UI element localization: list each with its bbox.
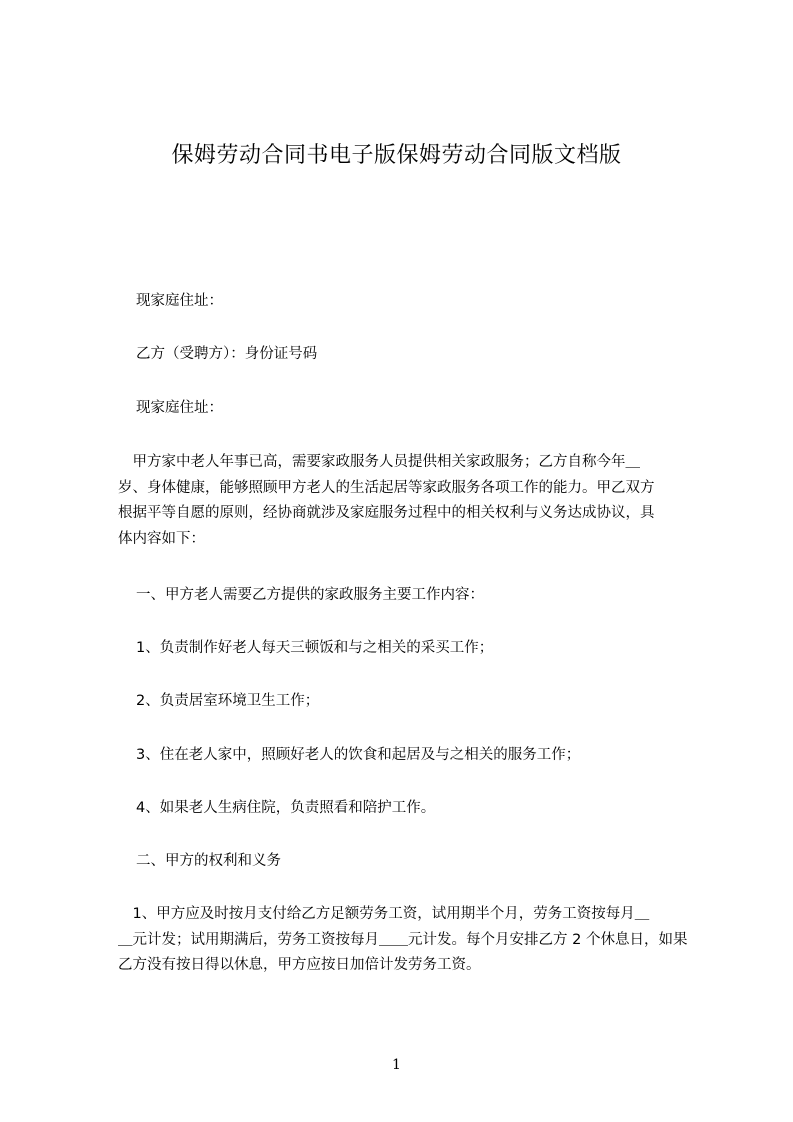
page-number: 1 (392, 1057, 401, 1073)
intro-line: 甲方家中老人年事已高，需要家政服务人员提供相关家政服务；乙方自称今年＿ (118, 454, 640, 470)
intro-line: 体内容如下： (118, 530, 205, 547)
paragraph-current-address-1: 现家庭住址： (136, 293, 223, 309)
document-title: 保姆劳动合同书电子版保姆劳动合同版文档版 (171, 143, 622, 168)
section-two-line: ＿元计发；试用期满后，劳务工资按每月＿＿元计发。每个月安排乙方 2 个休息日，如果 (118, 931, 688, 948)
section-two-line: 1、甲方应及时按月支付给乙方足额劳务工资，试用期半个月，劳务工资按每月＿ (118, 906, 650, 922)
intro-paragraph (118, 450, 700, 552)
paragraph-party-b-id: 乙方（受聘方）：身份证号码 (136, 346, 318, 362)
intro-line: 岁、身体健康，能够照顾甲方老人的生活起居等家政服务各项工作的能力。甲乙双方 (118, 479, 655, 496)
intro-line: 根据平等自愿的原则，经协商就涉及家庭服务过程中的相关权利与义务达成协议，具 (118, 505, 655, 521)
section-one-heading: 一、甲方老人需要乙方提供的家政服务主要工作内容： (136, 587, 484, 603)
section-two-line: 乙方没有按日得以休息，甲方应按日加倍计发劳务工资。 (118, 957, 481, 973)
section-two-item-1 (118, 902, 700, 979)
paragraph-current-address-2: 现家庭住址： (136, 400, 223, 416)
section-one-item-4: 4、如果老人生病住院，负责照看和陪护工作。 (136, 800, 436, 816)
section-two-heading: 二、甲方的权利和义务 (136, 853, 281, 869)
section-one-item-3: 3、住在老人家中，照顾好老人的饮食和起居及与之相关的服务工作； (136, 747, 581, 763)
section-one-item-2: 2、负责居室环境卫生工作； (136, 693, 320, 709)
section-one-item-1: 1、负责制作好老人每天三顿饭和与之相关的采买工作； (136, 640, 494, 656)
